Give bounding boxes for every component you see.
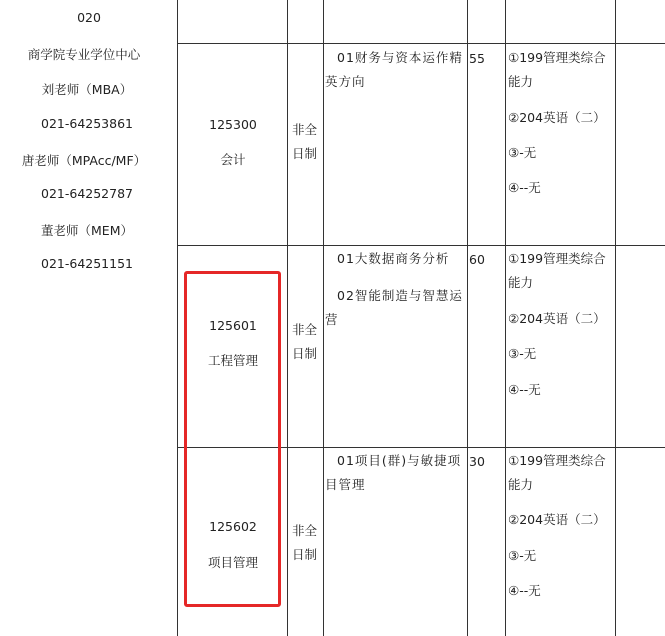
contact-line: 商学院专业学位中心 [27, 47, 141, 62]
program-code: 125602 [209, 519, 257, 534]
exam-subject: ④--无 [508, 180, 541, 195]
exam-subject: ②204英语（二） [508, 311, 606, 326]
exam-subject: ②204英语（二） [508, 110, 606, 125]
contact-line: 唐老师（MPAcc/MF） [21, 153, 147, 168]
contact-line: 021-64251151 [41, 256, 133, 271]
research-direction: 02智能制造与智慧运营 [325, 288, 463, 327]
contact-line: 董老师（MEM） [41, 223, 133, 238]
table-row-divider [177, 245, 665, 246]
study-mode: 非全日制 [292, 122, 318, 161]
enrollment-count: 30 [469, 454, 485, 469]
table-column-divider [505, 0, 506, 636]
exam-subject: ③-无 [508, 145, 537, 160]
program-code: 125300 [209, 117, 257, 132]
highlight-box [184, 271, 281, 607]
exam-subject: ②204英语（二） [508, 512, 606, 527]
contact-line: 021-64252787 [41, 186, 133, 201]
research-direction: 01项目(群)与敏捷项目管理 [325, 453, 462, 492]
table-column-divider [323, 0, 324, 636]
table-border-left [177, 0, 178, 636]
program-name: 工程管理 [207, 353, 258, 368]
contact-line: 刘老师（MBA） [41, 82, 133, 97]
study-mode: 非全日制 [292, 523, 318, 562]
research-direction: 01大数据商务分析 [337, 251, 450, 266]
table-column-divider [467, 0, 468, 636]
table-column-divider [287, 0, 288, 636]
exam-subject: ①199管理类综合能力 [508, 50, 606, 89]
research-direction: 01财务与资本运作精英方向 [325, 50, 463, 89]
contact-line: 021-64253861 [41, 116, 133, 131]
exam-subject: ③-无 [508, 346, 537, 361]
exam-subject: ③-无 [508, 548, 537, 563]
contact-line: 020 [77, 10, 101, 25]
exam-subject: ①199管理类综合能力 [508, 251, 606, 290]
program-code: 125601 [209, 318, 257, 333]
enrollment-count: 55 [469, 51, 485, 66]
table-row-divider [177, 43, 665, 44]
program-name: 会计 [220, 152, 246, 167]
exam-subject: ④--无 [508, 382, 541, 397]
exam-subject: ①199管理类综合能力 [508, 453, 606, 492]
exam-subject: ④--无 [508, 583, 541, 598]
enrollment-count: 60 [469, 252, 485, 267]
study-mode: 非全日制 [292, 322, 318, 361]
program-name: 项目管理 [207, 555, 258, 570]
